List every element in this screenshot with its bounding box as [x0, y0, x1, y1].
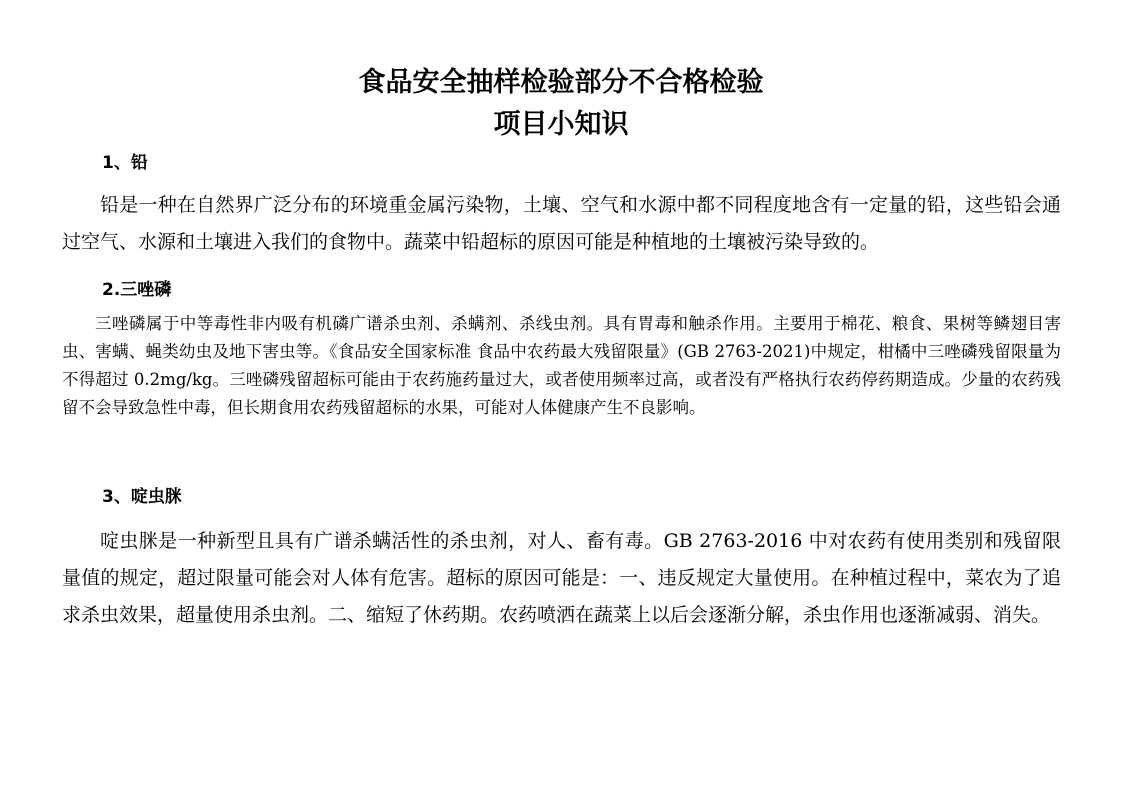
section-body-lead: 铅是一种在自然界广泛分布的环境重金属污染物，土壤、空气和水源中都不同程度地含有一定量的铅，这些铅会通过空气、水源和土壤进入我们的食物中。蔬菜中铅超标的原因可能是种植地的土壤被污染导致的。	[62, 194, 1061, 253]
section-body-triazophos: 三唑磷属于中等毒性非内吸有机磷广谱杀虫剂、杀螨剂、杀线虫剂。具有胃毒和触杀作用。主要用于棉花、粮食、果树等鳞翅目害虫、害螨、蝇类幼虫及地下害虫等。《食品安全国家标准 食品中农药最大残留限量》(GB 2763-2021)中规定，柑橘中三唑磷残留限量为不得超过 0.2mg/kg。三唑磷残留超标可能由于农药施药量过大，或者使用频率过高，或者没有严格执行农药停药期造成。少量的农药残留不会导致急性中毒，但长期食用农药残留超标的水果，可能对人体健康产生不良影响。	[62, 314, 1061, 417]
section-body-acetamiprid: 啶虫脒是一种新型且具有广谱杀螨活性的杀虫剂，对人、畜有毒。GB 2763-2016 中对农药有使用类别和残留限量值的规定，超过限量可能会对人体有危害。超标的原因可能是：一、违反规定大量使用。在种植过程中，菜农为了追求杀虫效果，超量使用杀虫剂。二、缩短了休药期。农药喷洒在蔬菜上以后会逐渐分解，杀虫作用也逐渐减弱、消失。	[62, 530, 1061, 626]
document-title-line-1: 食品安全抽样检验部分不合格检验	[358, 67, 764, 98]
section-heading-acetamiprid: 3、啶虫脒	[102, 487, 182, 507]
section-heading-lead: 1、铅	[102, 153, 148, 173]
document-title-line-2: 项目小知识	[493, 109, 629, 140]
section-heading-triazophos: 2.三唑磷	[102, 280, 172, 300]
